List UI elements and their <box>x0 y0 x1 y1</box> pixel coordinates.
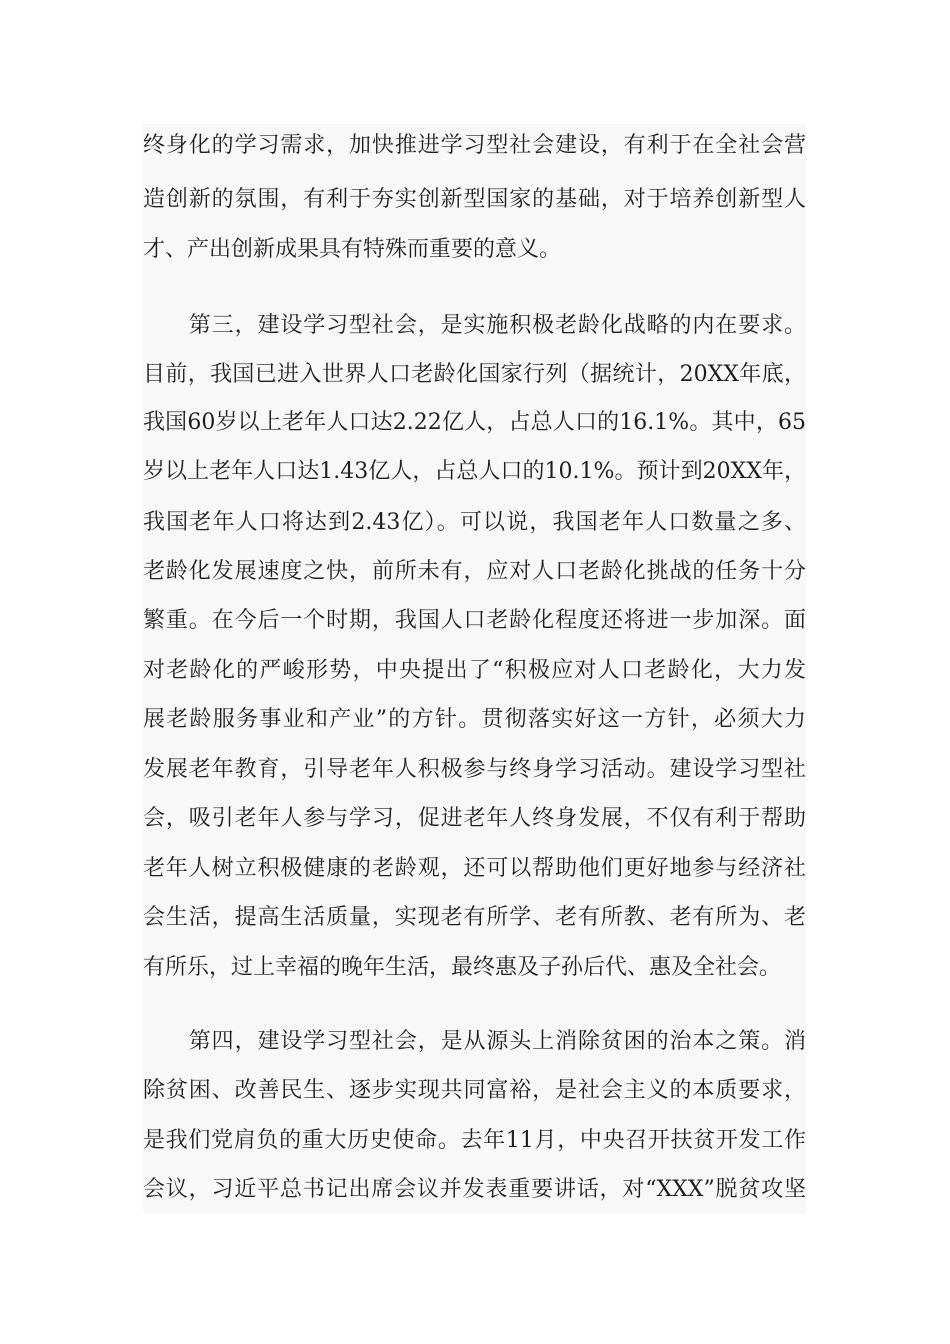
text-line: 我国老年人口将达到2.43亿）。可以说，我国老年人口数量之多、 <box>143 510 806 535</box>
text-line: 才、产出创新成果具有特殊而重要的意义。 <box>143 237 562 262</box>
text-line: 岁以上老年人口达1.43亿人，占总人口的10.1%。预计到20XX年， <box>143 459 806 484</box>
text-line: 是我们党肩负的重大历史使命。去年11月，中央召开扶贫开发工作 <box>143 1128 806 1153</box>
text-line: 目前，我国已进入世界人口老龄化国家行列（据统计，20XX年底， <box>143 362 806 387</box>
text-line: 展老龄服务事业和产业”的方针。贯彻落实好这一方针，必须大力 <box>143 707 806 732</box>
text-line: 终身化的学习需求，加快推进学习型社会建设，有利于在全社会营 <box>143 133 806 158</box>
text-line: 造创新的氛围，有利于夯实创新型国家的基础，对于培养创新型人 <box>143 187 806 212</box>
paragraph-start-line: 第三，建设学习型社会，是实施积极老龄化战略的内在要求。 <box>143 313 806 338</box>
text-line: 会，吸引老年人参与学习，促进老年人终身发展，不仅有利于帮助 <box>143 806 806 831</box>
text-line: 发展老年教育，引导老年人积极参与终身学习活动。建设学习型社 <box>143 757 806 782</box>
text-line: 繁重。在今后一个时期，我国人口老龄化程度还将进一步加深。面 <box>143 608 806 633</box>
text-line: 除贫困、改善民生、逐步实现共同富裕，是社会主义的本质要求， <box>143 1078 806 1103</box>
text-line: 有所乐，过上幸福的晚年生活，最终惠及子孙后代、惠及全社会。 <box>143 955 782 980</box>
text-line: 老年人树立积极健康的老龄观，还可以帮助他们更好地参与经济社 <box>143 856 806 881</box>
text-line: 我国60岁以上老年人口达2.22亿人，占总人口的16.1%。其中，65 <box>143 410 806 435</box>
text-line: 对老龄化的严峻形势，中央提出了“积极应对人口老龄化，大力发 <box>143 658 806 683</box>
paragraph-start-line: 第四，建设学习型社会，是从源头上消除贫困的治本之策。消 <box>143 1029 806 1054</box>
text-line: 老龄化发展速度之快，前所未有，应对人口老龄化挑战的任务十分 <box>143 559 806 584</box>
text-line: 会生活，提高生活质量，实现老有所学、老有所教、老有所为、老 <box>143 905 806 930</box>
text-line: 会议，习近平总书记出席会议并发表重要讲话，对“XXX”脱贫攻坚 <box>143 1177 806 1202</box>
